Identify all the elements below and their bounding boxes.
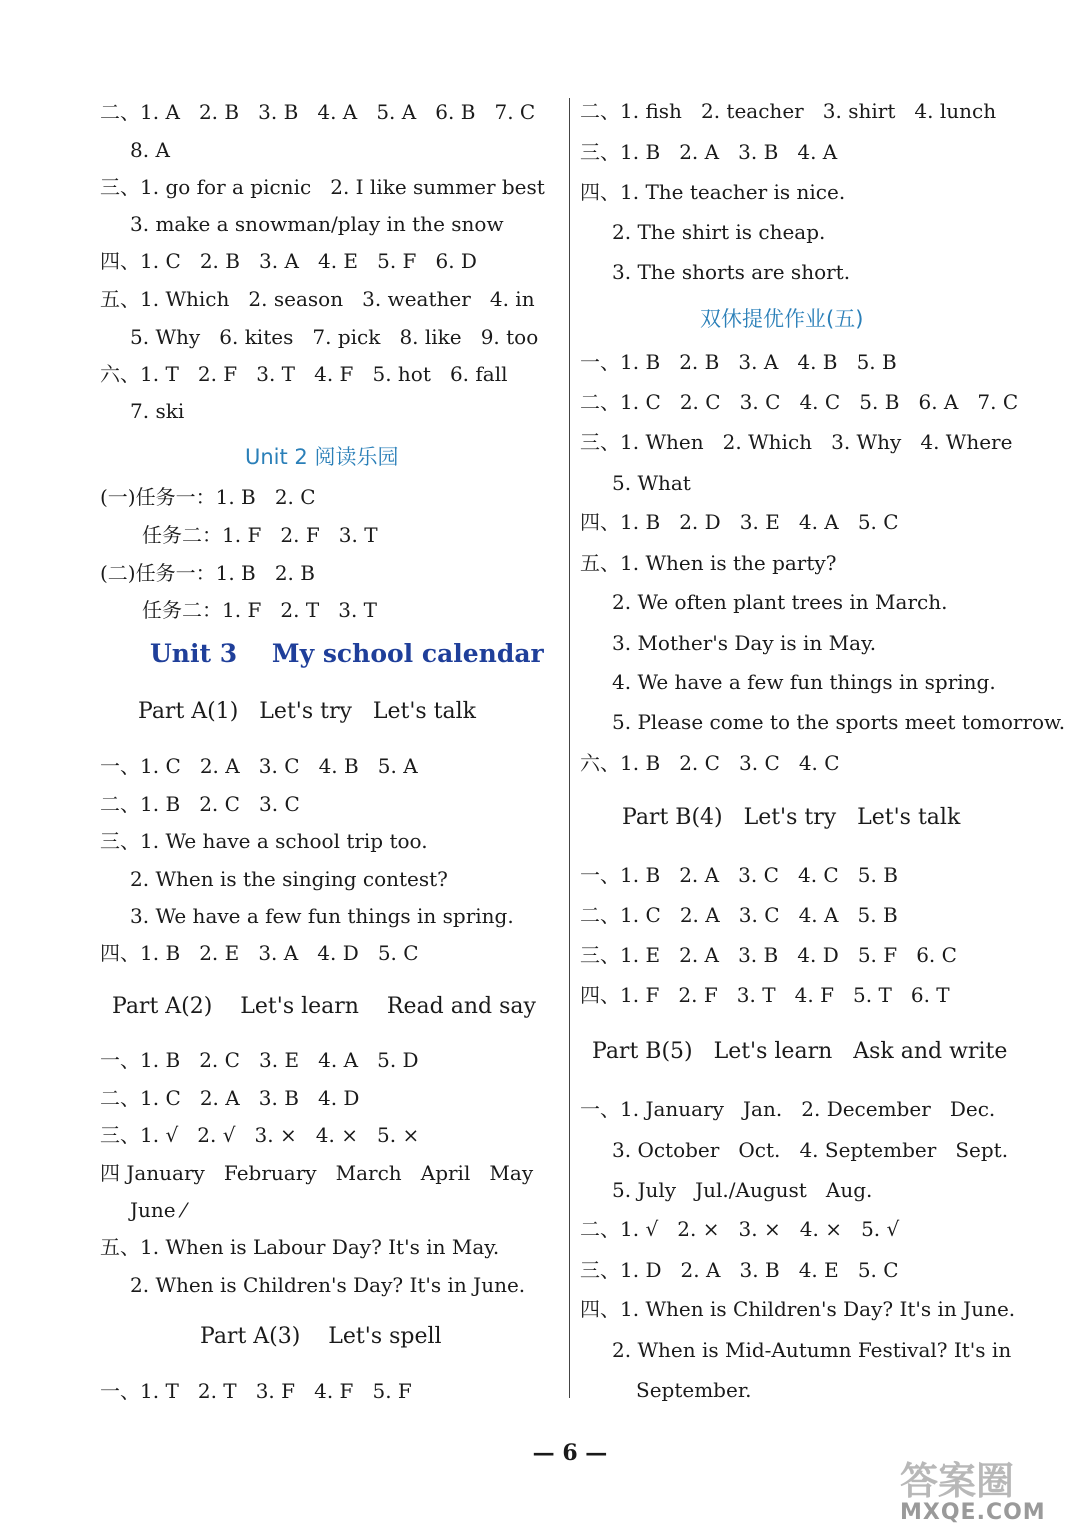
answer-line: 三、1. When 2. Which 3. Why 4. Where: [580, 430, 1013, 454]
section-heading: Part B(5) Let's learn Ask and write: [592, 1039, 1008, 1064]
answer-line: 三、1. D 2. A 3. B 4. E 5. C: [580, 1258, 899, 1282]
answer-line: September.: [636, 1378, 752, 1402]
answer-line: 二、1. √ 2. × 3. × 4. × 5. √: [580, 1217, 900, 1241]
answer-line: 三、1. B 2. A 3. B 4. A: [580, 140, 838, 164]
answer-line: 4. We have a few fun things in spring.: [612, 670, 996, 694]
answer-line: 四、1. B 2. E 3. A 4. D 5. C: [100, 941, 419, 965]
section-heading: Part A(1) Let's try Let's talk: [138, 699, 477, 724]
watermark-logo: 答案圈: [900, 1459, 1015, 1503]
answer-line: 一、1. C 2. A 3. C 4. B 5. A: [100, 754, 418, 778]
watermark-text: MXQE.COM: [900, 1500, 1046, 1525]
answer-line: 3. October Oct. 4. September Sept.: [612, 1138, 1009, 1162]
answer-line: (二)任务一：1. B 2. B: [100, 561, 315, 585]
answer-line: 三、1. √ 2. √ 3. × 4. × 5. ×: [100, 1123, 420, 1147]
answer-line: 四 January February March April May: [100, 1161, 534, 1185]
answer-line: 三、1. E 2. A 3. B 4. D 5. F 6. C: [580, 943, 957, 967]
answer-line: 四、1. B 2. D 3. E 4. A 5. C: [580, 510, 899, 534]
answer-line: 3. Mother's Day is in May.: [612, 631, 877, 655]
answer-line: 六、1. B 2. C 3. C 4. C: [580, 751, 840, 775]
answer-line: 一、1. T 2. T 3. F 4. F 5. F: [100, 1379, 412, 1403]
answer-line: 二、1. C 2. C 3. C 4. C 5. B 6. A 7. C: [580, 390, 1019, 414]
answer-line: 三、1. We have a school trip too.: [100, 829, 428, 853]
section-heading: Part A(3) Let's spell: [200, 1324, 442, 1349]
answer-line: 一、1. B 2. C 3. E 4. A 5. D: [100, 1048, 419, 1072]
section-heading: Part A(2) Let's learn Read and say: [112, 994, 536, 1019]
answer-line: 四、1. The teacher is nice.: [580, 180, 846, 204]
answer-line: 二、1. C 2. A 3. B 4. D: [100, 1086, 360, 1110]
answer-line: 5. Please come to the sports meet tomorrow.: [612, 710, 1066, 734]
section-heading: Unit 3 My school calendar: [150, 639, 544, 668]
answer-line: 2. The shirt is cheap.: [612, 220, 826, 244]
answer-line: 五、1. When is the party?: [580, 551, 837, 575]
section-heading: Part B(4) Let's try Let's talk: [622, 805, 961, 830]
column-divider: [569, 98, 570, 1398]
answer-line: 3. We have a few fun things in spring.: [130, 904, 514, 928]
answer-line: 四、1. F 2. F 3. T 4. F 5. T 6. T: [580, 983, 950, 1007]
answer-line: 一、1. B 2. A 3. C 4. C 5. B: [580, 863, 898, 887]
answer-line: June ⁄: [130, 1198, 186, 1222]
answer-line: 一、1. January Jan. 2. December Dec.: [580, 1097, 996, 1121]
answer-line: 四、1. C 2. B 3. A 4. E 5. F 6. D: [100, 249, 477, 273]
answer-line: 四、1. When is Children's Day? It's in June.: [580, 1297, 1016, 1321]
answer-line: 5. Why 6. kites 7. pick 8. like 9. too: [130, 325, 539, 349]
answer-line: 二、1. fish 2. teacher 3. shirt 4. lunch: [580, 99, 997, 123]
answer-line: 2. When is Mid-Autumn Festival? It's in: [612, 1338, 1012, 1362]
section-heading: Unit 2 阅读乐园: [245, 445, 399, 469]
watermark: [880, 1450, 1060, 1530]
answer-line: 7. ski: [130, 399, 185, 423]
section-heading: 双休提优作业(五): [700, 307, 864, 331]
answer-line: 2. When is Children's Day? It's in June.: [130, 1273, 526, 1297]
answer-line: 五、1. When is Labour Day? It's in May.: [100, 1235, 500, 1259]
answer-line: 六、1. T 2. F 3. T 4. F 5. hot 6. fall: [100, 362, 508, 386]
answer-line: 一、1. B 2. B 3. A 4. B 5. B: [580, 350, 897, 374]
answer-line: 三、1. go for a picnic 2. I like summer best: [100, 175, 545, 199]
answer-line: 3. make a snowman/play in the snow: [130, 212, 504, 236]
answer-line: 3. The shorts are short.: [612, 260, 851, 284]
answer-line: 二、1. B 2. C 3. C: [100, 792, 300, 816]
answer-line: 5. July Jul./August Aug.: [612, 1178, 873, 1202]
answer-line: 任务二：1. F 2. T 3. T: [142, 598, 378, 622]
answer-line: 二、1. A 2. B 3. B 4. A 5. A 6. B 7. C: [100, 100, 536, 124]
answer-line: 2. We often plant trees in March.: [612, 590, 948, 614]
answer-line: 五、1. Which 2. season 3. weather 4. in: [100, 287, 535, 311]
page-number: — 6 —: [532, 1440, 608, 1466]
answer-line: 任务二：1. F 2. F 3. T: [142, 523, 378, 547]
answer-line: 二、1. C 2. A 3. C 4. A 5. B: [580, 903, 898, 927]
answer-line: (一)任务一：1. B 2. C: [100, 485, 316, 509]
answer-line: 5. What: [612, 471, 691, 495]
answer-line: 2. When is the singing contest?: [130, 867, 448, 891]
answer-line: 8. A: [130, 138, 170, 162]
